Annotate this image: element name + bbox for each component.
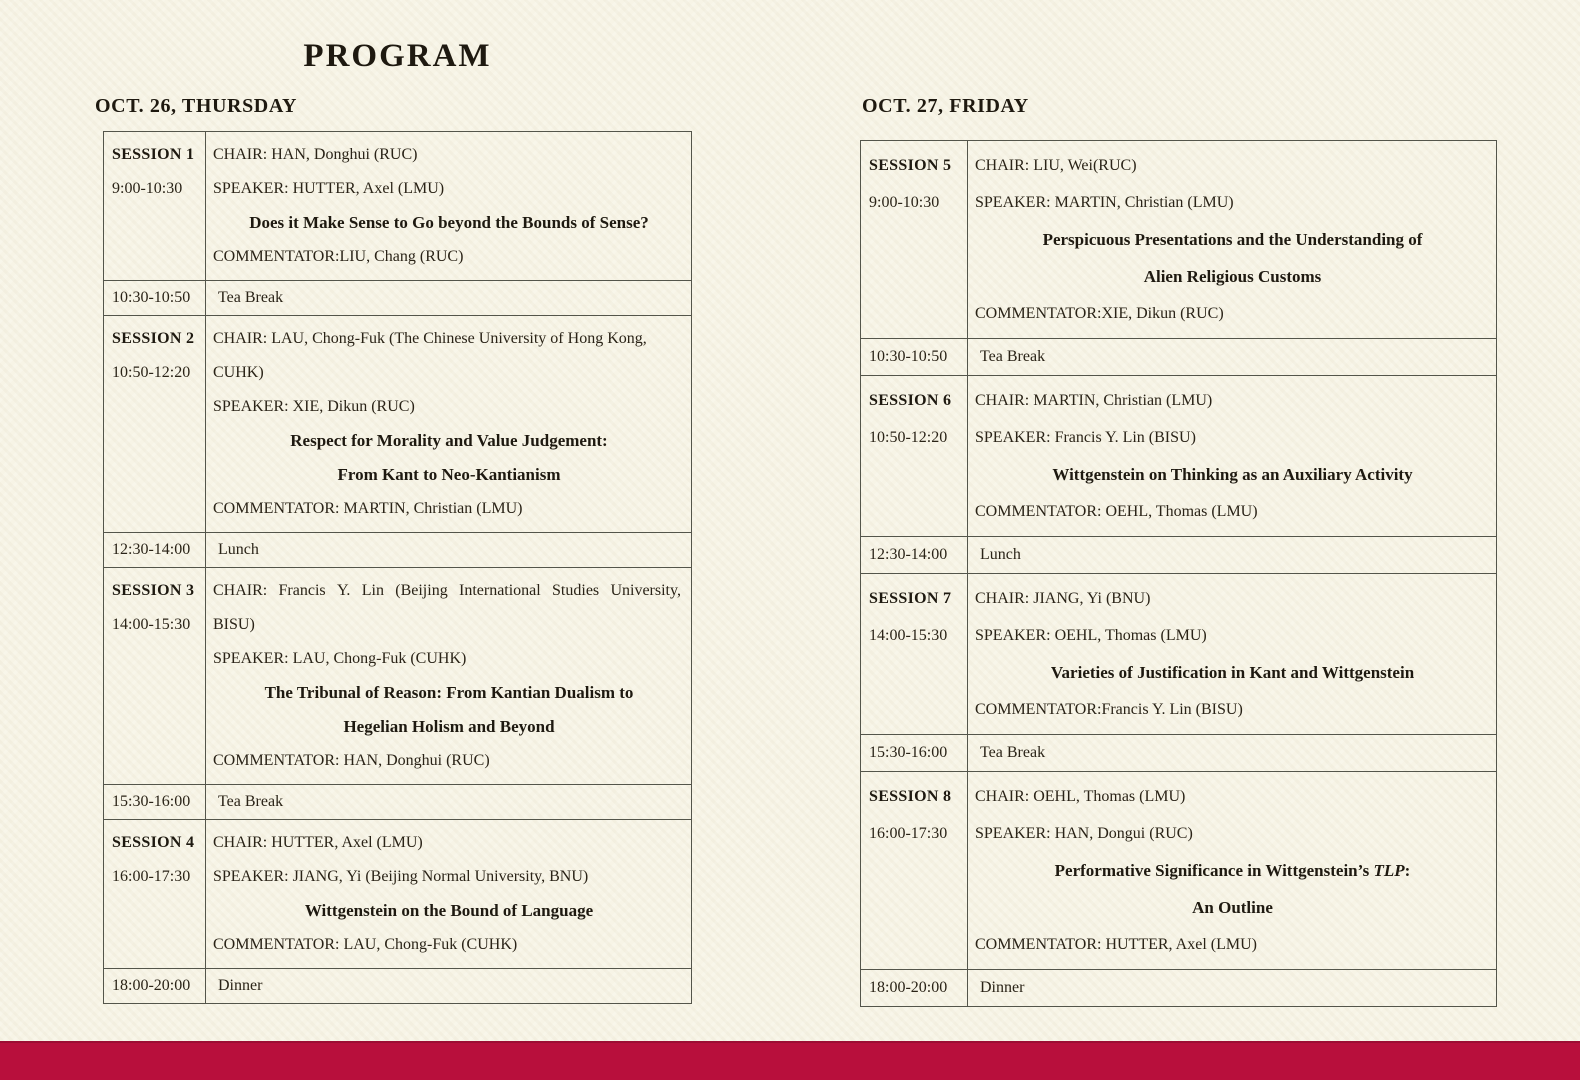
- session-time: 16:00-17:30: [112, 868, 191, 885]
- session-title-line: Perspicuous Presentations and the Understanding of: [1042, 230, 1423, 249]
- break-time: 12:30-14:00: [861, 537, 968, 574]
- session-detail-line: COMMENTATOR:LIU, Chang (RUC): [213, 248, 464, 265]
- session-detail-line: COMMENTATOR: HAN, Donghui (RUC): [213, 752, 490, 769]
- session-detail-line: CHAIR: HAN, Donghui (RUC): [213, 146, 418, 163]
- session-title-line: Respect for Morality and Value Judgement:: [290, 431, 608, 450]
- session-row: [861, 141, 1497, 339]
- schedule-table-friday: [860, 140, 1497, 1007]
- session-label: SESSION 4: [112, 834, 195, 851]
- break-time: 10:30-10:50: [861, 339, 968, 376]
- break-row: [104, 785, 692, 820]
- break-row: [861, 735, 1497, 772]
- session-detail-line: COMMENTATOR: MARTIN, Christian (LMU): [213, 500, 523, 517]
- break-time: 18:00-20:00: [104, 969, 206, 1004]
- session-row: [104, 132, 692, 281]
- session-title-line: The Tribunal of Reason: From Kantian Dualism to: [264, 683, 634, 702]
- break-label: Lunch: [968, 537, 1497, 574]
- schedule-table-thursday: [103, 131, 692, 1004]
- session-time: 9:00-10:30: [869, 194, 940, 211]
- session-detail-line: CHAIR: HUTTER, Axel (LMU): [213, 834, 423, 851]
- page-title: PROGRAM: [303, 38, 492, 74]
- break-label: Lunch: [206, 533, 692, 568]
- session-title-line: From Kant to Neo-Kantianism: [337, 465, 561, 484]
- session-row: [104, 568, 692, 785]
- session-title-line: Varieties of Justification in Kant and Wittgenstein: [1050, 663, 1415, 682]
- session-detail-line: SPEAKER: HAN, Dongui (RUC): [975, 825, 1193, 842]
- break-label: Dinner: [968, 970, 1497, 1007]
- session-detail-line: CHAIR: LAU, Chong-Fuk (The Chinese University of Hong Kong,: [213, 330, 647, 347]
- session-label: SESSION 6: [869, 392, 952, 409]
- session-detail-line: CHAIR: JIANG, Yi (BNU): [975, 590, 1151, 607]
- break-label: Dinner: [206, 969, 692, 1004]
- session-detail-line: SPEAKER: HUTTER, Axel (LMU): [213, 180, 445, 197]
- break-time: 15:30-16:00: [104, 785, 206, 820]
- break-label: Tea Break: [206, 785, 692, 820]
- session-row: [104, 820, 692, 969]
- break-time: 15:30-16:00: [861, 735, 968, 772]
- footer-accent-bar: [0, 1041, 1580, 1080]
- session-label: SESSION 1: [112, 146, 195, 163]
- break-row: [104, 969, 692, 1004]
- session-time: 14:00-15:30: [869, 627, 948, 644]
- break-label: Tea Break: [968, 339, 1497, 376]
- session-detail-line: COMMENTATOR: HUTTER, Axel (LMU): [975, 936, 1257, 953]
- session-detail-line: CHAIR: MARTIN, Christian (LMU): [975, 392, 1213, 409]
- session-time: 16:00-17:30: [869, 825, 948, 842]
- session-label: SESSION 2: [112, 330, 195, 347]
- session-label: SESSION 8: [869, 788, 952, 805]
- session-detail-line: SPEAKER: JIANG, Yi (Beijing Normal University, BNU): [213, 868, 589, 885]
- session-label: SESSION 3: [112, 582, 195, 599]
- session-detail-line: SPEAKER: MARTIN, Christian (LMU): [975, 194, 1234, 211]
- session-detail-line: COMMENTATOR: OEHL, Thomas (LMU): [975, 503, 1258, 520]
- session-label: SESSION 7: [869, 590, 952, 607]
- session-row: [104, 316, 692, 533]
- session-time: 14:00-15:30: [112, 616, 191, 633]
- session-title-line: An Outline: [1192, 898, 1273, 917]
- break-time: 10:30-10:50: [104, 281, 206, 316]
- break-time: 12:30-14:00: [104, 533, 206, 568]
- session-title-line: Hegelian Holism and Beyond: [343, 717, 555, 736]
- break-row: [861, 537, 1497, 574]
- session-label: SESSION 5: [869, 157, 952, 174]
- session-detail-line: COMMENTATOR: LAU, Chong-Fuk (CUHK): [213, 936, 518, 953]
- session-detail-line: CHAIR: LIU, Wei(RUC): [975, 157, 1137, 174]
- session-detail-line: CHAIR: Francis Y. Lin (Beijing International Studies University,: [213, 582, 681, 599]
- session-detail-line: COMMENTATOR:Francis Y. Lin (BISU): [975, 701, 1243, 718]
- session-row: [861, 574, 1497, 735]
- break-row: [861, 970, 1497, 1007]
- session-detail-line: CUHK): [213, 364, 264, 381]
- session-time: 10:50-12:20: [112, 364, 191, 381]
- session-time: 10:50-12:20: [869, 429, 948, 446]
- break-row: [104, 281, 692, 316]
- day-heading-thursday: OCT. 26, THURSDAY: [95, 95, 298, 117]
- session-detail-line: SPEAKER: LAU, Chong-Fuk (CUHK): [213, 650, 467, 667]
- session-detail-line: SPEAKER: Francis Y. Lin (BISU): [975, 429, 1196, 446]
- session-time: 9:00-10:30: [112, 180, 183, 197]
- session-detail-line: CHAIR: OEHL, Thomas (LMU): [975, 788, 1186, 805]
- session-title-line: Wittgenstein on the Bound of Language: [304, 901, 594, 920]
- session-detail-line: BISU): [213, 616, 255, 633]
- session-detail-line: SPEAKER: OEHL, Thomas (LMU): [975, 627, 1207, 644]
- session-title-line: Wittgenstein on Thinking as an Auxiliary Activity: [1052, 465, 1413, 484]
- session-title-line: Performative Significance in Wittgenstein’s TLP:: [1054, 861, 1411, 880]
- session-title-line: Does it Make Sense to Go beyond the Bounds of Sense?: [249, 213, 649, 232]
- session-row: [861, 376, 1497, 537]
- break-label: Tea Break: [206, 281, 692, 316]
- session-title-line: Alien Religious Customs: [1143, 267, 1322, 286]
- break-time: 18:00-20:00: [861, 970, 968, 1007]
- session-detail-line: COMMENTATOR:XIE, Dikun (RUC): [975, 305, 1224, 322]
- session-detail-line: SPEAKER: XIE, Dikun (RUC): [213, 398, 415, 415]
- break-label: Tea Break: [968, 735, 1497, 772]
- break-row: [104, 533, 692, 568]
- day-heading-friday: OCT. 27, FRIDAY: [862, 95, 1029, 117]
- session-row: [861, 772, 1497, 970]
- break-row: [861, 339, 1497, 376]
